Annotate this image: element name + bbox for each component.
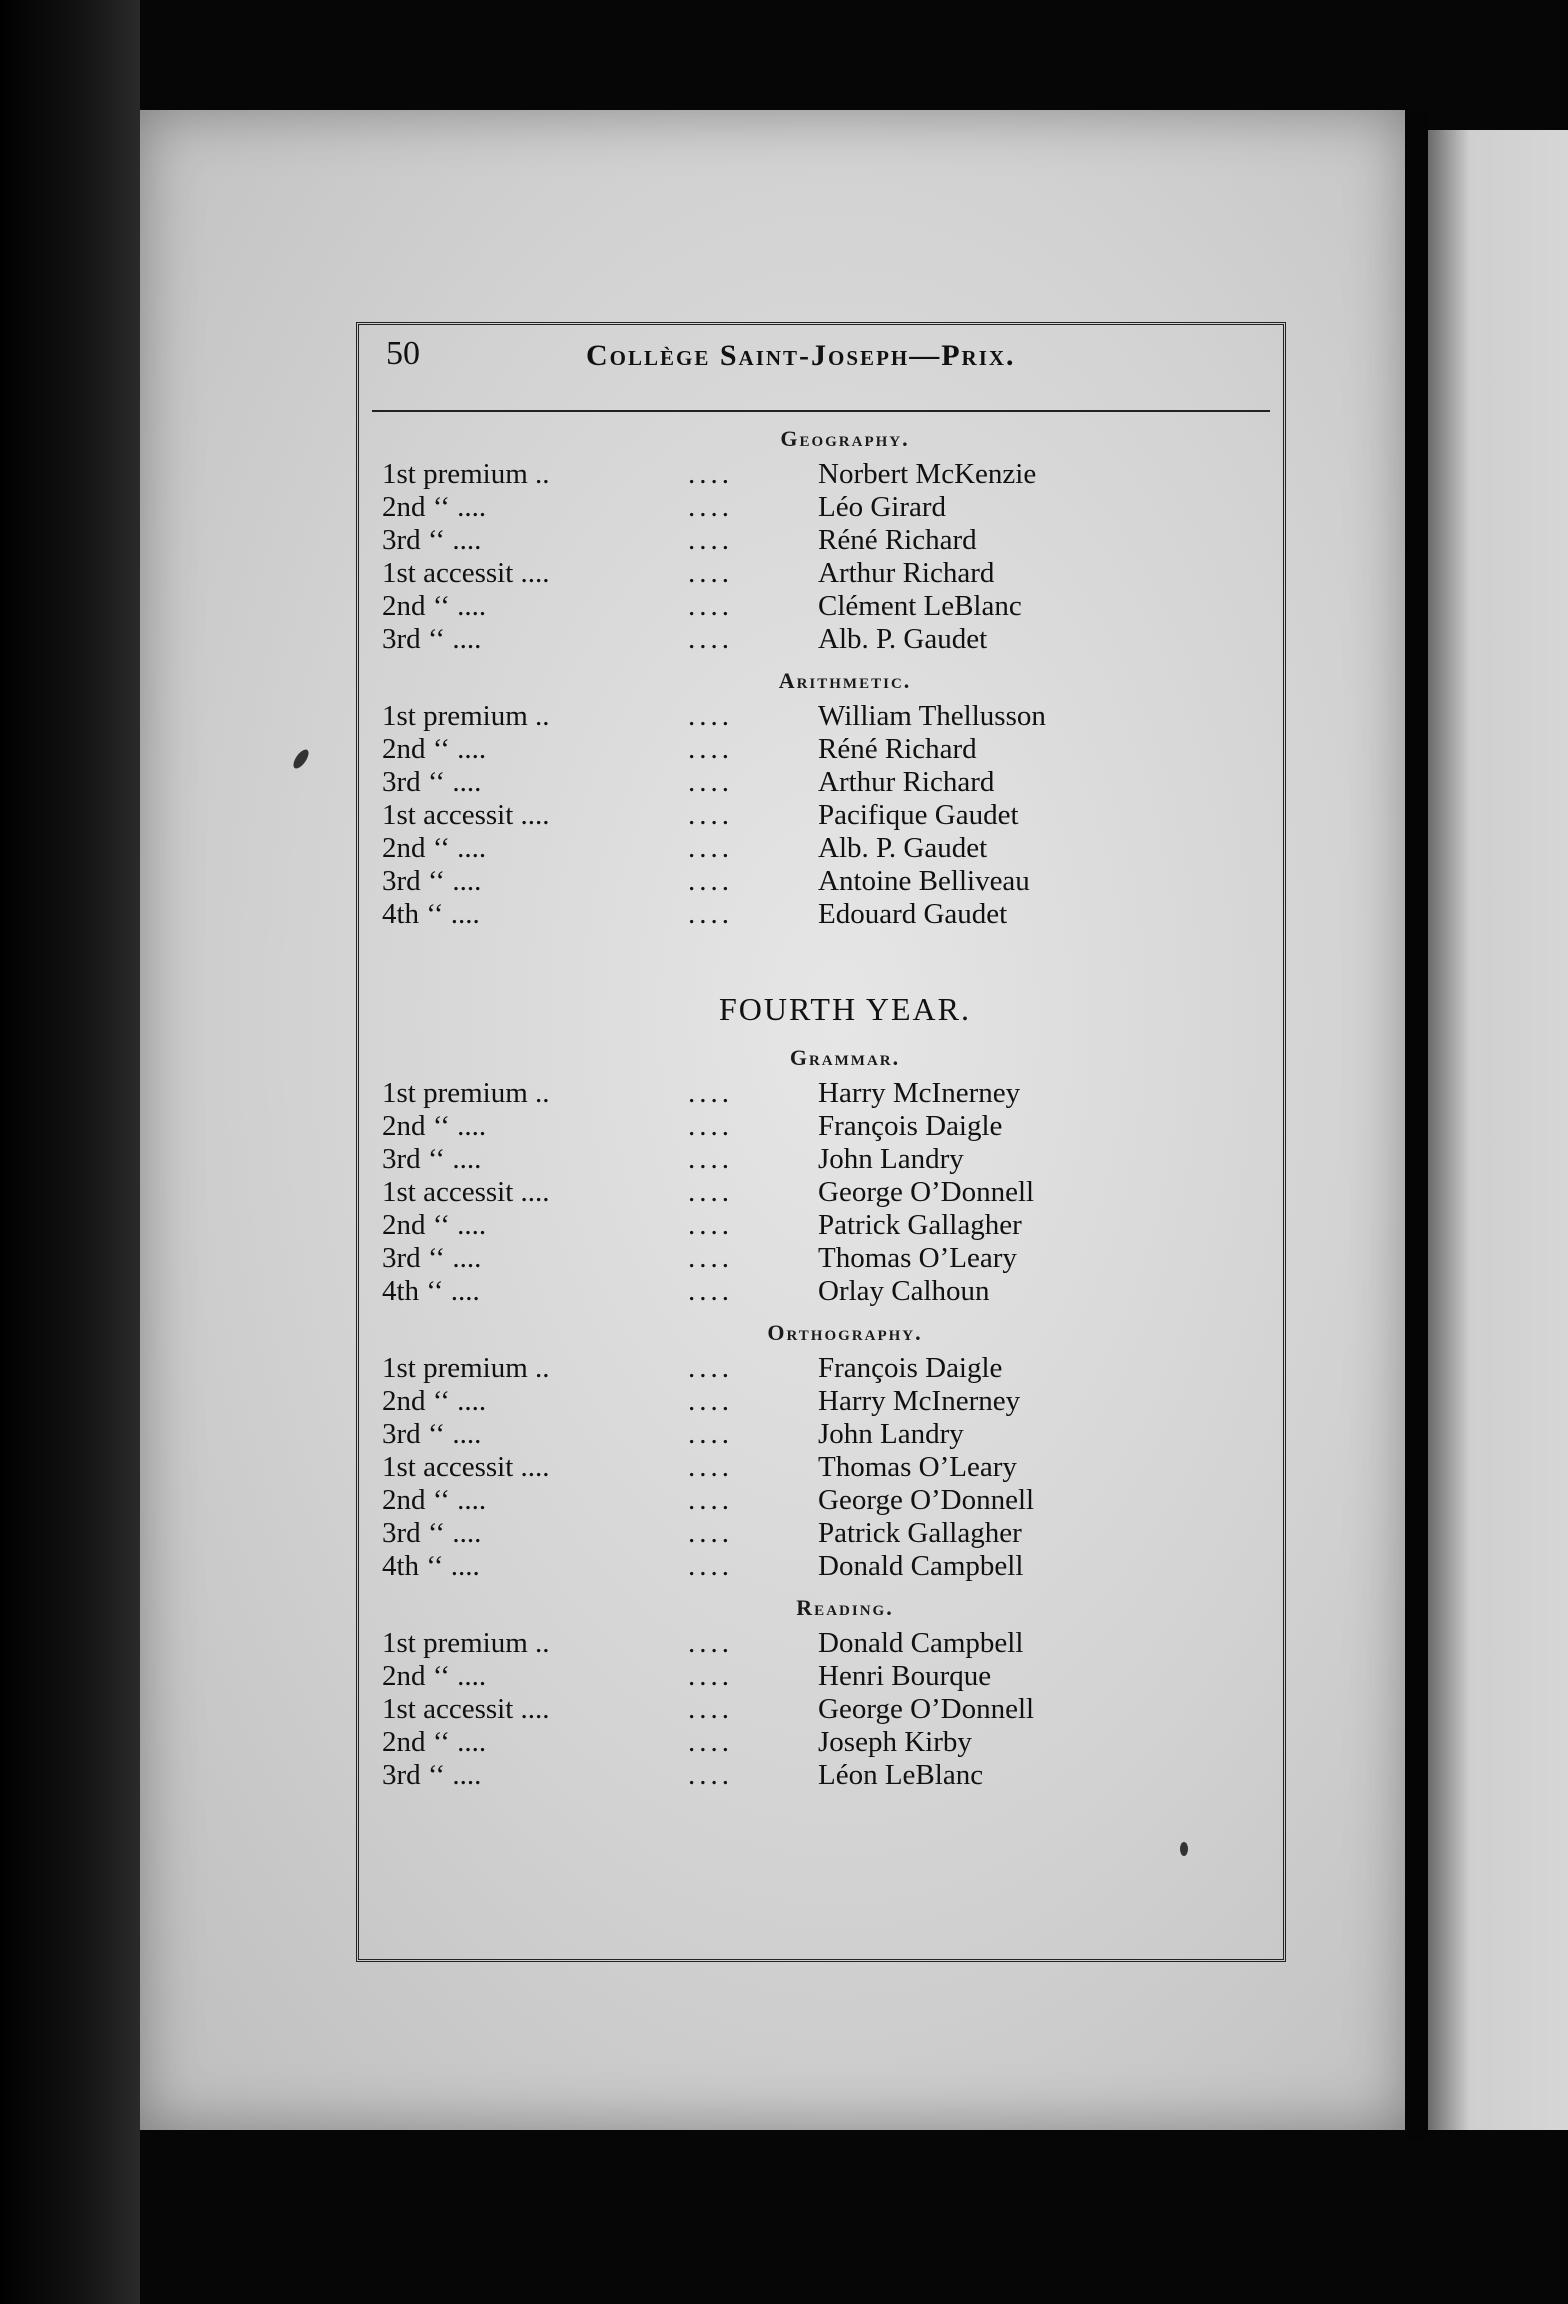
leader-dots: .... (688, 557, 733, 589)
winner-name: John Landry (818, 1418, 964, 1450)
section-title: Orthography. (767, 1320, 923, 1345)
leader-dots: .... (688, 1110, 733, 1142)
leader-dots: .... (688, 458, 733, 490)
prize-row (370, 1418, 1280, 1451)
winner-name: Norbert McKenzie (818, 458, 1037, 490)
leader-dots: .... (688, 524, 733, 556)
leader-dots: .... (688, 898, 733, 930)
winner-name: Patrick Gallagher (818, 1517, 1022, 1549)
running-title: Collège Saint-Joseph—Prix. (586, 339, 1016, 372)
prize-rows (370, 458, 1280, 656)
section-reading (370, 1589, 1280, 1792)
prize-rows (370, 1352, 1280, 1583)
prize-rank: 2nd ‘‘ .... (382, 1110, 487, 1142)
prize-rank: 2nd ‘‘ .... (382, 1209, 487, 1241)
prize-row (370, 1726, 1280, 1759)
prize-rank: 1st premium .. (382, 1352, 550, 1384)
section-orthography (370, 1314, 1280, 1583)
prize-rank: 2nd ‘‘ .... (382, 1484, 487, 1516)
winner-name: Léon LeBlanc (818, 1759, 984, 1791)
prize-row (370, 524, 1280, 557)
winner-name: Alb. P. Gaudet (818, 623, 988, 655)
prize-row (370, 832, 1280, 865)
book-gutter (1405, 110, 1429, 2140)
prize-rank: 3rd ‘‘ .... (382, 1242, 482, 1274)
winner-name: Arthur Richard (818, 557, 995, 589)
prize-rank: 1st premium .. (382, 458, 550, 490)
winner-name: Edouard Gaudet (818, 898, 1008, 930)
winner-name: Thomas O’Leary (818, 1451, 1017, 1483)
prize-rank: 1st accessit .... (382, 799, 550, 831)
leader-dots: .... (688, 590, 733, 622)
prize-rank: 3rd ‘‘ .... (382, 524, 482, 556)
ink-speck (1180, 1842, 1188, 1856)
prize-rank: 2nd ‘‘ .... (382, 1726, 487, 1758)
leader-dots: .... (688, 1693, 733, 1725)
prize-rank: 3rd ‘‘ .... (382, 1759, 482, 1791)
prize-row (370, 1660, 1280, 1693)
prize-rank: 2nd ‘‘ .... (382, 1385, 487, 1417)
section-geography (370, 420, 1280, 656)
winner-name: François Daigle (818, 1352, 1003, 1384)
prize-row (370, 1209, 1280, 1242)
winner-name: George O’Donnell (818, 1693, 1035, 1725)
prize-row (370, 1550, 1280, 1583)
prize-rank: 3rd ‘‘ .... (382, 1143, 482, 1175)
prize-rank: 2nd ‘‘ .... (382, 590, 487, 622)
winner-name: George O’Donnell (818, 1484, 1035, 1516)
prize-row (370, 1143, 1280, 1176)
prize-rank: 4th ‘‘ .... (382, 898, 480, 930)
prize-rank: 1st accessit .... (382, 1451, 550, 1483)
prize-rank: 2nd ‘‘ .... (382, 1660, 487, 1692)
winner-name: Donald Campbell (818, 1627, 1024, 1659)
leader-dots: .... (688, 1143, 733, 1175)
leader-dots: .... (688, 1242, 733, 1274)
prize-rows (370, 700, 1280, 931)
prize-row (370, 557, 1280, 590)
prize-rank: 3rd ‘‘ .... (382, 766, 482, 798)
leader-dots: .... (688, 832, 733, 864)
winner-name: Réné Richard (818, 733, 977, 765)
prize-row (370, 733, 1280, 766)
prize-row (370, 1176, 1280, 1209)
prize-rank: 1st accessit .... (382, 1176, 550, 1208)
winner-name: Arthur Richard (818, 766, 995, 798)
winner-name: Thomas O’Leary (818, 1242, 1017, 1274)
prize-rank: 1st accessit .... (382, 1693, 550, 1725)
prize-row (370, 623, 1280, 656)
prize-rank: 4th ‘‘ .... (382, 1550, 480, 1582)
winner-name: Réné Richard (818, 524, 977, 556)
prize-row (370, 1627, 1280, 1660)
prize-rows (370, 1627, 1280, 1792)
page-header (386, 335, 1256, 389)
winner-name: Henri Bourque (818, 1660, 992, 1692)
prize-row (370, 1110, 1280, 1143)
section-title: Grammar. (789, 1045, 901, 1070)
section-title: Geography. (780, 426, 910, 451)
prize-row (370, 1352, 1280, 1385)
prize-row (370, 700, 1280, 733)
leader-dots: .... (688, 1451, 733, 1483)
prize-row (370, 766, 1280, 799)
winner-name: Léo Girard (818, 491, 947, 523)
prize-rank: 2nd ‘‘ .... (382, 832, 487, 864)
leader-dots: .... (688, 1517, 733, 1549)
leader-dots: .... (688, 1385, 733, 1417)
leader-dots: .... (688, 1759, 733, 1791)
leader-dots: .... (688, 1209, 733, 1241)
prize-row (370, 590, 1280, 623)
leader-dots: .... (688, 865, 733, 897)
prize-row (370, 1385, 1280, 1418)
prize-row (370, 799, 1280, 832)
year-heading: FOURTH YEAR. (718, 991, 971, 1027)
winner-name: Patrick Gallagher (818, 1209, 1022, 1241)
prize-row (370, 1759, 1280, 1792)
winner-name: William Thellusson (818, 700, 1046, 732)
prize-row (370, 1693, 1280, 1726)
winner-name: Harry McInerney (818, 1077, 1021, 1109)
leader-dots: .... (688, 1077, 733, 1109)
leader-dots: .... (688, 1550, 733, 1582)
section-arithmetic (370, 662, 1280, 931)
prize-list (370, 420, 1280, 1792)
winner-name: George O’Donnell (818, 1176, 1035, 1208)
winner-name: Joseph Kirby (818, 1726, 972, 1758)
prize-rank: 3rd ‘‘ .... (382, 1418, 482, 1450)
prize-row (370, 1517, 1280, 1550)
prize-rank: 2nd ‘‘ .... (382, 491, 487, 523)
leader-dots: .... (688, 733, 733, 765)
leader-dots: .... (688, 1176, 733, 1208)
winner-name: Harry McInerney (818, 1385, 1021, 1417)
leader-dots: .... (688, 799, 733, 831)
page-number: 50 (386, 335, 420, 372)
prize-row (370, 865, 1280, 898)
prize-rank: 2nd ‘‘ .... (382, 733, 487, 765)
leader-dots: .... (688, 491, 733, 523)
prize-rank: 3rd ‘‘ .... (382, 1517, 482, 1549)
winner-name: François Daigle (818, 1110, 1003, 1142)
header-rule (372, 410, 1270, 412)
prize-row (370, 1077, 1280, 1110)
section-title: Reading. (796, 1595, 894, 1620)
prize-rank: 1st premium .. (382, 1077, 550, 1109)
prize-rank: 1st premium .. (382, 700, 550, 732)
scan-left-border (0, 0, 140, 2304)
leader-dots: .... (688, 1352, 733, 1384)
prize-row (370, 458, 1280, 491)
leader-dots: .... (688, 1418, 733, 1450)
leader-dots: .... (688, 1660, 733, 1692)
leader-dots: .... (688, 700, 733, 732)
leader-dots: .... (688, 1627, 733, 1659)
section-title: Arithmetic. (778, 668, 912, 693)
prize-row (370, 1484, 1280, 1517)
winner-name: John Landry (818, 1143, 964, 1175)
section-grammar (370, 1039, 1280, 1308)
winner-name: Orlay Calhoun (818, 1275, 990, 1307)
facing-page-edge (1428, 130, 1568, 2130)
winner-name: Pacifique Gaudet (818, 799, 1019, 831)
leader-dots: .... (688, 766, 733, 798)
prize-row (370, 491, 1280, 524)
prize-rank: 1st accessit .... (382, 557, 550, 589)
prize-rank: 3rd ‘‘ .... (382, 865, 482, 897)
prize-row (370, 1242, 1280, 1275)
winner-name: Alb. P. Gaudet (818, 832, 988, 864)
prize-rank: 3rd ‘‘ .... (382, 623, 482, 655)
winner-name: Antoine Belliveau (818, 865, 1030, 897)
prize-rows (370, 1077, 1280, 1308)
prize-row (370, 1275, 1280, 1308)
prize-rank: 1st premium .. (382, 1627, 550, 1659)
leader-dots: .... (688, 1726, 733, 1758)
prize-rank: 4th ‘‘ .... (382, 1275, 480, 1307)
leader-dots: .... (688, 623, 733, 655)
prize-row (370, 1451, 1280, 1484)
winner-name: Donald Campbell (818, 1550, 1024, 1582)
leader-dots: .... (688, 1484, 733, 1516)
prize-row (370, 898, 1280, 931)
leader-dots: .... (688, 1275, 733, 1307)
winner-name: Clément LeBlanc (818, 590, 1022, 622)
